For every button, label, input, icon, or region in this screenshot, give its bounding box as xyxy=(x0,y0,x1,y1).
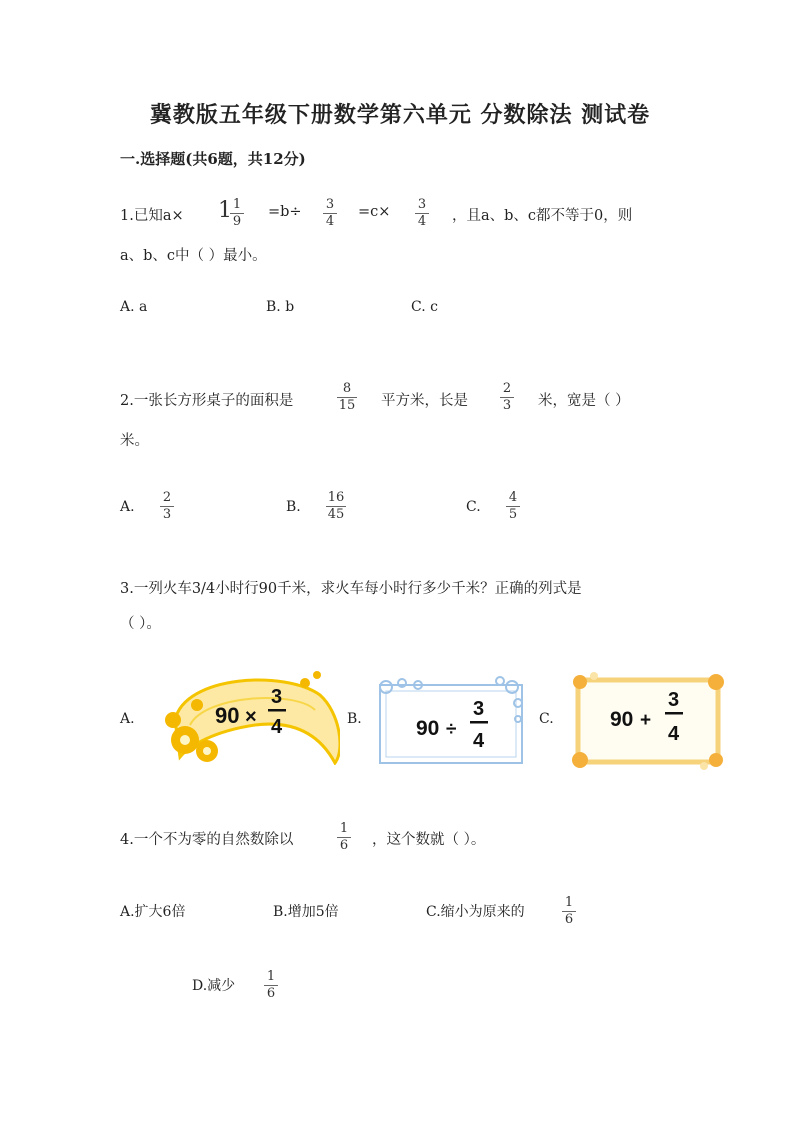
q3-text-line1: 3.一列火车3/4小时行90千米，求火车每小时行多少千米？正确的列式是 xyxy=(120,581,582,597)
q4-option-c[interactable]: C.缩小为原来的 xyxy=(426,904,525,920)
q2-option-b[interactable]: B. xyxy=(286,499,301,515)
q3-text-line2: （ ）。 xyxy=(120,616,161,632)
q2-text-line2: 米。 xyxy=(120,433,149,449)
q3-card-c[interactable] xyxy=(566,668,728,772)
q1-mixed-den: 9 xyxy=(232,214,242,229)
q1-fraction-2: 3 4 xyxy=(415,198,429,229)
q1-fraction-1: 3 4 xyxy=(323,198,337,229)
card-c-den: 4 xyxy=(668,723,680,745)
q1-option-a[interactable]: A. a xyxy=(120,299,148,315)
card-a-num: 3 xyxy=(271,686,283,708)
q2-fraction-area: 8 15 xyxy=(338,381,356,413)
card-c-op: + xyxy=(640,710,652,731)
q4-option-d[interactable]: D.减少 xyxy=(192,978,236,994)
q4-option-d-fraction: 1 6 xyxy=(264,970,278,1001)
q1-mixed-num: 1 xyxy=(232,197,242,212)
q4-option-c-fraction: 1 6 xyxy=(562,896,576,927)
q2-option-a-fraction: 2 3 xyxy=(160,491,174,522)
q1-mixed-whole: 1 xyxy=(218,198,232,223)
q1-text-line2: a、b、c中（ ）最小。 xyxy=(120,248,267,264)
q1-text-4: ，且a、b、c都不等于0，则 xyxy=(452,208,633,224)
q2-fraction-length: 2 3 xyxy=(500,382,514,413)
q2-option-c[interactable]: C. xyxy=(466,499,481,515)
q2-option-b-fraction: 16 45 xyxy=(327,490,345,522)
card-a-op: × xyxy=(245,706,257,728)
q2-text-3: 米，宽是（ ） xyxy=(538,393,630,409)
q4-fraction: 1 6 xyxy=(337,822,351,853)
q1-text-1: 1.已知a× xyxy=(120,208,184,224)
q3-option-a[interactable]: A. xyxy=(120,711,135,727)
q1-mixed-number xyxy=(218,197,244,229)
q4-option-b[interactable]: B.增加5倍 xyxy=(273,904,339,920)
card-c-num: 3 xyxy=(668,689,680,711)
card-a-left: 90 xyxy=(215,703,240,728)
card-b-op: ÷ xyxy=(446,719,457,740)
q2-text-1: 2.一张长方形桌子的面积是 xyxy=(120,393,294,409)
q4-text-2: ，这个数就（ ）。 xyxy=(372,832,486,848)
q1-option-b[interactable]: B. b xyxy=(266,299,295,315)
q4-option-a[interactable]: A.扩大6倍 xyxy=(120,904,186,920)
q3-option-c[interactable]: C. xyxy=(539,711,554,727)
q3-card-a[interactable] xyxy=(145,665,340,765)
q3-card-b[interactable] xyxy=(372,675,530,770)
card-a-den: 4 xyxy=(271,716,283,738)
q4-text-1: 4.一个不为零的自然数除以 xyxy=(120,832,294,848)
card-b-left: 90 xyxy=(416,717,440,740)
q2-option-a[interactable]: A. xyxy=(120,499,135,515)
page-title: 冀教版五年级下册数学第六单元 分数除法 测试卷 xyxy=(149,103,651,128)
card-b-num: 3 xyxy=(473,698,485,720)
card-c-left: 90 xyxy=(610,708,634,731)
q1-text-2: =b÷ xyxy=(268,204,302,220)
card-b-den: 4 xyxy=(473,730,485,752)
section-heading: 一.选择题(共6题，共12分) xyxy=(120,150,306,168)
q1-text-3: =c× xyxy=(358,204,391,220)
q2-text-2: 平方米，长是 xyxy=(381,393,468,409)
q1-option-c[interactable]: C. c xyxy=(411,299,438,315)
q2-option-c-fraction: 4 5 xyxy=(506,491,520,522)
q3-option-b[interactable]: B. xyxy=(347,711,362,727)
